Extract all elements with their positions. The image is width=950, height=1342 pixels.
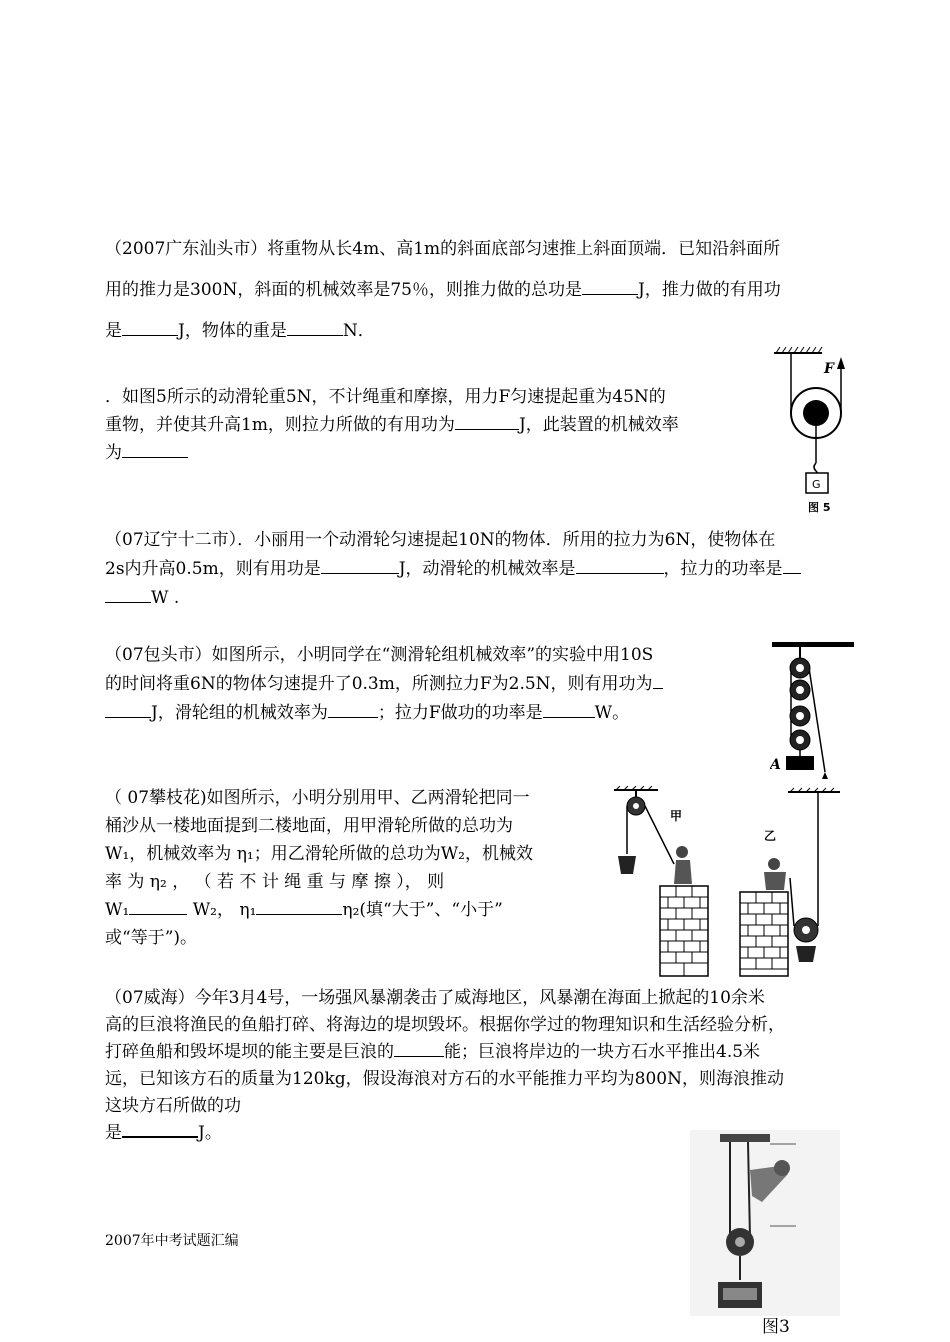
q3-line-2: 2s内升高0.5m，则有用功是 J，动滑轮的机械效率是 ，拉力的功率是 xyxy=(105,555,801,584)
footer-text: 2007年中考试题汇编 xyxy=(105,1233,239,1249)
q6-line-5: 这块方石所做的功 xyxy=(105,1096,241,1116)
jia-worker-body xyxy=(674,860,692,884)
q5-line-1: （ 07攀枝花)如图所示，小明分别用甲、乙两滑轮把同一 xyxy=(105,788,530,808)
figure-jia-yi-pulleys xyxy=(612,786,844,978)
force-label: F xyxy=(824,361,834,377)
yi-worker-head xyxy=(768,858,780,870)
q3-line-1: （07辽宁十二市）．小丽用一个动滑轮匀速提起10N的物体．所用的拉力为6N，使物体在 xyxy=(105,530,776,550)
q6-line-6: 是 J。 xyxy=(105,1120,785,1147)
q4-blank-useful-work-a[interactable] xyxy=(653,672,663,689)
yi-bucket xyxy=(796,946,816,962)
q1-line-1: （2007广东汕头市）将重物从长4m、高1m的斜面底部匀速推上斜面顶端．已知沿斜面所 xyxy=(105,239,781,259)
q5-line-4: 率 为 η₂ ， （ 若 不 计 绳 重 与 摩 擦 ）， 则 xyxy=(105,872,445,892)
question-1 xyxy=(105,229,781,352)
rope-end-arrow-icon xyxy=(822,772,828,779)
q4-blank-useful-work-b[interactable] xyxy=(105,701,151,718)
q6-blank-work[interactable] xyxy=(122,1120,198,1138)
yi-setup xyxy=(740,788,840,976)
q5-blank-efficiency-compare[interactable] xyxy=(256,898,342,915)
q5-line-2: 桶沙从一楼地面提到二楼地面，用甲滑轮所做的总功为 xyxy=(105,816,513,836)
figure-3-photo xyxy=(690,1130,840,1338)
weight-label: G xyxy=(812,478,821,491)
q1-blank-useful-work[interactable] xyxy=(122,319,178,336)
jia-worker-head xyxy=(676,846,688,858)
question-3 xyxy=(105,526,801,613)
q1-blank-weight[interactable] xyxy=(287,319,343,336)
top-beam xyxy=(772,642,854,647)
q2-line-3: 为 xyxy=(105,439,679,467)
q6-line-1: （07威海）今年3月4号，一场强风暴潮袭击了威海地区，风暴潮在海面上掀起的10余米 xyxy=(105,988,765,1008)
q4-blank-power[interactable] xyxy=(543,701,595,718)
q3-line-3: W . xyxy=(105,584,801,613)
figure-3-beam xyxy=(720,1134,770,1142)
label-yi: 乙 xyxy=(764,829,777,843)
q3-blank-power-a[interactable] xyxy=(783,557,801,574)
q4-line-3: J，滑轮组的机械效率为 ；拉力F做功的功率是 W。 xyxy=(105,699,663,728)
arrow-up-icon xyxy=(837,357,845,369)
figure-pulley-block xyxy=(770,638,856,783)
label-jia: 甲 xyxy=(670,809,683,823)
q5-line-6: 或“等于”)。 xyxy=(105,928,198,948)
q1-line-2: 用的推力是300N，斜面的机械效率是75％，则推力做的总功是 J，推力做的有用功 xyxy=(105,280,781,300)
figure-3-caption: 图3 xyxy=(762,1317,790,1337)
question-2 xyxy=(105,383,679,467)
yi-worker-body xyxy=(764,872,786,890)
jia-setup xyxy=(614,786,708,976)
q6-line-4: 远，已知该方石的质量为120kg，假设海浪对方石的水平能推力平均为800N，则海浪推动 xyxy=(105,1069,784,1089)
q3-blank-efficiency[interactable] xyxy=(576,557,664,574)
label-a: A xyxy=(770,757,781,773)
figure-5-caption: 图 5 xyxy=(808,501,831,514)
q4-blank-efficiency[interactable] xyxy=(328,701,378,718)
weight-a xyxy=(786,756,814,770)
question-6 xyxy=(105,985,785,1147)
question-5 xyxy=(105,784,533,952)
q2-blank-useful-work[interactable] xyxy=(455,413,519,430)
q6-blank-energy[interactable] xyxy=(394,1040,444,1057)
q1-line-3: 是 J，物体的重是 N． xyxy=(105,321,375,341)
q2-blank-efficiency[interactable] xyxy=(122,441,188,458)
q2-line-1: ．如图5所示的动滑轮重5N，不计绳重和摩擦，用力F匀速提起重为45N的 xyxy=(105,387,666,407)
q4-line-1: （07包头市）如图所示，小明同学在“测滑轮组机械效率”的实验中用10S xyxy=(105,645,654,665)
jia-bucket xyxy=(618,856,636,874)
q6-line-2: 高的巨浪将渔民的鱼船打碎、将海边的堤坝毁坏。根据你学过的物理知识和生活经验分析， xyxy=(105,1015,785,1035)
figure-5-movable-pulley xyxy=(768,345,858,520)
q2-line-2: 重物，并使其升高1m，则拉力所做的有用功为 J，此装置的机械效率 xyxy=(105,415,679,435)
q6-line-3: 打碎鱼船和毁坏堤坝的能主要是巨浪的 能；巨浪将岸边的一块方石水平推出4.5米 xyxy=(105,1042,761,1062)
q3-blank-power-b[interactable] xyxy=(105,586,151,603)
q1-blank-total-work[interactable] xyxy=(582,278,638,295)
figure-3-head xyxy=(774,1160,790,1176)
question-4 xyxy=(105,641,663,728)
q3-blank-useful-work[interactable] xyxy=(321,557,399,574)
q5-blank-work-compare[interactable] xyxy=(129,898,187,915)
q4-line-2: 的时间将重6N的物体匀速提升了0.3m，所测拉力F为2.5N，则有用功为 xyxy=(105,670,663,699)
q5-line-3: W₁，机械效率为 η₁；用乙滑轮所做的总功为W₂，机械效 xyxy=(105,844,533,864)
q5-line-5: W₁ W₂， η₁ η₂(填“大于”、“小于” xyxy=(105,900,503,920)
figure-3-background xyxy=(690,1130,840,1316)
